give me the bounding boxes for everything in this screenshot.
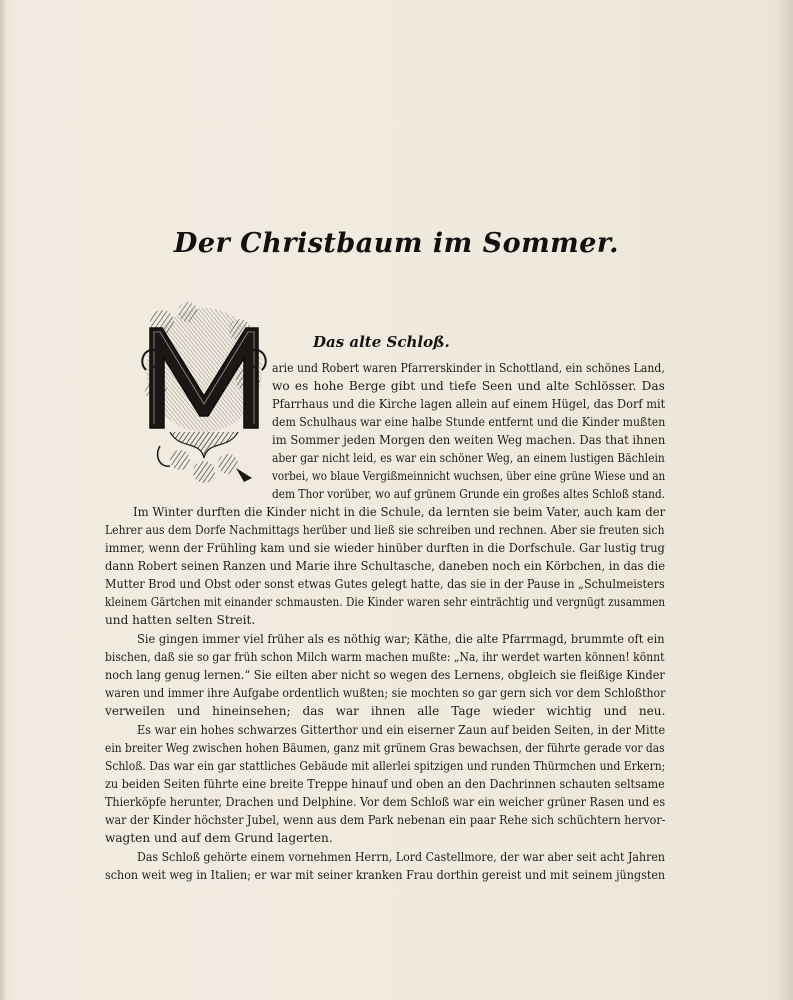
section-heading: Das alte Schloß. [313, 333, 450, 351]
text-line: Im Winter durften die Kinder nicht in die Schule, da lernten sie beim Vater, auch kam der [133, 505, 666, 519]
ornamental-initial-icon [140, 300, 268, 488]
text-line: im Sommer jeden Morgen den weiten Weg machen. Das that ihnen [272, 433, 666, 447]
text-line: arie und Robert waren Pfarrerskinder in Schottland, ein schönes Land, [272, 361, 665, 375]
text-line: Das Schloß gehörte einem vornehmen Herrn, Lord Castellmore, der war aber seit acht Jahren [137, 850, 665, 864]
text-line: noch lang genug lernen.“ Sie eilten aber nicht so wegen des Lernens, obgleich sie fleißige Kinder [105, 668, 665, 682]
text-line: bischen, daß sie so gar früh schon Milch warm machen mußte: „Na, ihr werdet warten können! könnt [105, 650, 665, 664]
text-line: schon weit weg in Italien; er war mit seiner kranken Frau dorthin gereist und mit seinem jüngsten [105, 868, 666, 882]
text-line: Sie gingen immer viel früher als es nöthig war; Käthe, die alte Pfarrmagd, brummte oft ein [137, 632, 665, 646]
text-line: Pfarrhaus und die Kirche lagen allein auf einem Hügel, das Dorf mit [272, 397, 666, 411]
text-line: dann Robert seinen Ranzen und Marie ihre Schultasche, daneben noch ein Körbchen, in das die [105, 559, 665, 573]
page-edge-left [0, 0, 6, 1000]
text-line: aber gar nicht leid, es war ein schöner Weg, an einem lustigen Bächlein [272, 451, 665, 465]
text-line: war der Kinder höchster Jubel, wenn aus dem Park nebenan ein paar Rehe sich schüchtern hervor- [105, 813, 666, 827]
text-line: ein breiter Weg zwischen hohen Bäumen, ganz mit grünem Gras bewachsen, der führte gerade vor das [105, 741, 665, 755]
text-line: Lehrer aus dem Dorfe Nachmittags herüber und ließ sie schreiben und rechnen. Aber sie freuten sich [105, 523, 665, 537]
text-line: dem Thor vorüber, wo auf grünem Grunde ein großes altes Schloß stand. [272, 487, 666, 501]
text-line: Thierköpfe herunter, Drachen und Delphine. Vor dem Schloß war ein weicher grüner Rasen und es [105, 795, 666, 809]
text-line: immer, wenn der Frühling kam und sie wieder hinüber durften in die Dorfschule. Gar lustig trug [105, 541, 665, 555]
text-line: und hatten selten Streit. [105, 613, 256, 627]
text-line: dem Schulhaus war eine halbe Stunde entfernt und die Kinder mußten [272, 415, 666, 429]
text-line: waren und immer ihre Aufgabe ordentlich wußten; sie mochten so gar gern sich vor dem Schloßthor [105, 686, 666, 700]
text-line: vorbei, wo blaue Vergißmeinnicht wuchsen, über eine grüne Wiese und an [272, 469, 666, 483]
text-line: Es war ein hohes schwarzes Gitterthor und ein eiserner Zaun auf beiden Seiten, in der Mitte [137, 723, 666, 737]
text-line: Mutter Brod und Obst oder sonst etwas Gutes gelegt hatte, das sie in der Pause in „Schulmeisters [105, 577, 665, 591]
page-title: Der Christbaum im Sommer. [173, 228, 620, 259]
text-line: Schloß. Das war ein gar stattliches Gebäude mit allerlei spitzigen und runden Thürmchen und Erkern; [105, 759, 666, 773]
page-edge-right [775, 0, 793, 1000]
text-line: zu beiden Seiten führte eine breite Treppe hinauf und oben an den Dachrinnen schauten seltsame [105, 777, 665, 791]
text-line: kleinem Gärtchen mit einander schmausten. Die Kinder waren sehr einträchtig und vergnügt zusammen [105, 595, 666, 609]
text-line: verweilen und hineinsehen; das war ihnen alle Tage wieder wichtig und neu. [105, 704, 666, 718]
text-line: wagten und auf dem Grund lagerten. [105, 831, 333, 845]
text-line: wo es hohe Berge gibt und tiefe Seen und alte Schlösser. Das [272, 379, 665, 393]
